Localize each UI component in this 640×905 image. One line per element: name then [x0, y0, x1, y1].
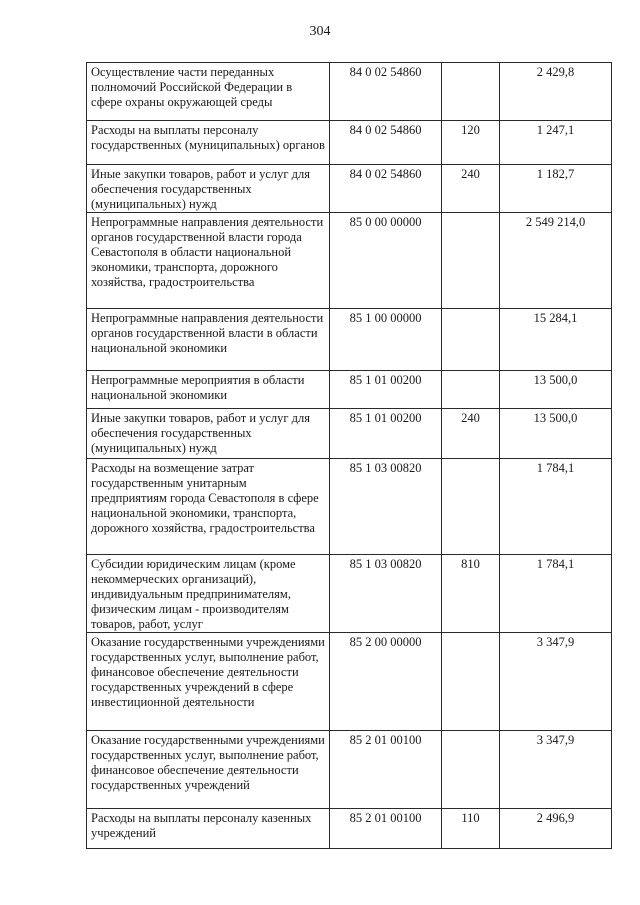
row-type-cell — [442, 309, 500, 371]
row-sum-cell: 1 247,1 — [500, 121, 612, 165]
table-row — [87, 459, 612, 555]
table-row — [87, 63, 612, 121]
row-sum-cell: 15 284,1 — [500, 309, 612, 371]
row-type-cell — [442, 63, 500, 121]
row-code-cell: 85 2 01 00100 — [330, 731, 442, 809]
row-type-cell: 110 — [442, 809, 500, 849]
row-sum-cell: 3 347,9 — [500, 633, 612, 731]
row-code-cell: 85 1 01 00200 — [330, 409, 442, 459]
table-row — [87, 165, 612, 213]
row-name-cell: Субсидии юридическим лицам (кроме некоммерческих организаций), индивидуальным предпринимателям, физическим лицам - производителям товаров, работ, услуг — [87, 555, 330, 633]
row-type-cell — [442, 731, 500, 809]
row-name-cell: Оказание государственными учреждениями государственных услуг, выполнение работ, финансовое обеспечение деятельности государственных учреждений — [87, 731, 330, 809]
page-number: 304 — [309, 24, 331, 39]
row-type-cell — [442, 633, 500, 731]
row-code-cell: 84 0 02 54860 — [330, 63, 442, 121]
row-code-cell: 85 2 00 00000 — [330, 633, 442, 731]
row-type-cell — [442, 213, 500, 309]
row-name-cell: Непрограммные мероприятия в области национальной экономики — [87, 371, 330, 409]
table-row — [87, 213, 612, 309]
row-code-cell: 85 1 03 00820 — [330, 555, 442, 633]
row-type-cell: 240 — [442, 165, 500, 213]
table-row — [87, 371, 612, 409]
row-name-cell: Осуществление части переданных полномочий Российской Федерации в сфере охраны окружающей среды — [87, 63, 330, 121]
table-row — [87, 633, 612, 731]
row-name-cell: Непрограммные направления деятельности органов государственной власти города Севастополя в области национальной экономики, транспорта, дорожного хозяйства, градостроительства — [87, 213, 330, 309]
row-name-cell: Расходы на выплаты персоналу казенных учреждений — [87, 809, 330, 849]
row-name-cell: Расходы на выплаты персоналу государственных (муниципальных) органов — [87, 121, 330, 165]
row-sum-cell: 2 549 214,0 — [500, 213, 612, 309]
row-name-cell: Иные закупки товаров, работ и услуг для обеспечения государственных (муниципальных) нужд — [87, 409, 330, 459]
row-sum-cell: 2 496,9 — [500, 809, 612, 849]
row-code-cell: 84 0 02 54860 — [330, 165, 442, 213]
row-code-cell: 85 0 00 00000 — [330, 213, 442, 309]
row-sum-cell: 3 347,9 — [500, 731, 612, 809]
row-type-cell: 240 — [442, 409, 500, 459]
row-code-cell: 85 1 01 00200 — [330, 371, 442, 409]
table-row — [87, 809, 612, 849]
row-type-cell — [442, 371, 500, 409]
row-sum-cell: 1 784,1 — [500, 459, 612, 555]
row-type-cell: 810 — [442, 555, 500, 633]
row-sum-cell: 1 182,7 — [500, 165, 612, 213]
row-type-cell: 120 — [442, 121, 500, 165]
table-row — [87, 731, 612, 809]
row-sum-cell: 2 429,8 — [500, 63, 612, 121]
row-type-cell — [442, 459, 500, 555]
table-row — [87, 121, 612, 165]
row-code-cell: 84 0 02 54860 — [330, 121, 442, 165]
table-row — [87, 409, 612, 459]
row-code-cell: 85 1 03 00820 — [330, 459, 442, 555]
row-sum-cell: 13 500,0 — [500, 371, 612, 409]
row-name-cell: Иные закупки товаров, работ и услуг для обеспечения государственных (муниципальных) нужд — [87, 165, 330, 213]
row-code-cell: 85 1 00 00000 — [330, 309, 442, 371]
row-name-cell: Непрограммные направления деятельности органов государственной власти в области национальной экономики — [87, 309, 330, 371]
budget-table — [86, 62, 612, 849]
table-row — [87, 555, 612, 633]
table-row — [87, 309, 612, 371]
row-name-cell: Расходы на возмещение затрат государственным унитарным предприятиям города Севастополя в сфере национальной экономики, транспорта, дорожного хозяйства, градостроительства — [87, 459, 330, 555]
row-code-cell: 85 2 01 00100 — [330, 809, 442, 849]
row-sum-cell: 1 784,1 — [500, 555, 612, 633]
row-sum-cell: 13 500,0 — [500, 409, 612, 459]
row-name-cell: Оказание государственными учреждениями государственных услуг, выполнение работ, финансовое обеспечение деятельности государственных учреждений в сфере инвестиционной деятельности — [87, 633, 330, 731]
